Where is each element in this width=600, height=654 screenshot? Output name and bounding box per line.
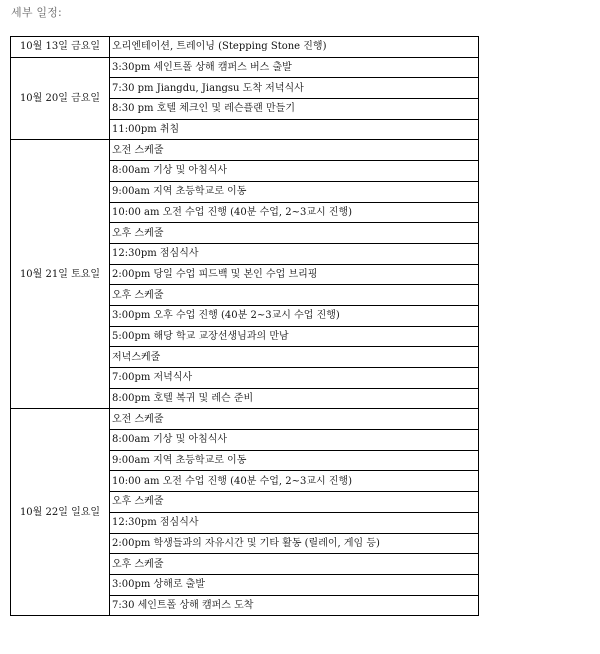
schedule-heading: 세부 일정:: [11, 6, 62, 19]
schedule-item: 7:00pm 저녁식사: [110, 368, 479, 389]
schedule-item: 오후 스케줄: [110, 554, 479, 575]
schedule-item: 3:30pm 세인트폴 상해 캠퍼스 버스 출발: [110, 57, 479, 78]
schedule-item: 8:00am 기상 및 아침식사: [110, 161, 479, 182]
schedule-row: [11, 409, 479, 430]
day-cell: 10월 21일 토요일: [11, 140, 110, 409]
schedule-item: 2:00pm 당일 수업 피드백 및 본인 수업 브리핑: [110, 264, 479, 285]
schedule-item: 오리엔테이션, 트레이닝 (Stepping Stone 진행): [110, 37, 479, 58]
schedule-item: 11:00pm 취침: [110, 119, 479, 140]
schedule-item: 오전 스케줄: [110, 140, 479, 161]
schedule-row: [11, 57, 479, 78]
schedule-row: [11, 37, 479, 58]
schedule-item: 오전 스케줄: [110, 409, 479, 430]
schedule-item: 오후 스케줄: [110, 285, 479, 306]
schedule-item: 오후 스케줄: [110, 492, 479, 513]
schedule-body: [11, 37, 479, 616]
day-cell: 10월 22일 일요일: [11, 409, 110, 616]
schedule-item: 8:30 pm 호텔 체크인 및 레슨플랜 만들기: [110, 99, 479, 120]
schedule-item: 3:00pm 오후 수업 진행 (40분 2~3교시 수업 진행): [110, 305, 479, 326]
day-cell: 10월 13일 금요일: [11, 37, 110, 58]
day-cell: 10월 20일 금요일: [11, 57, 110, 140]
schedule-item: 8:00pm 호텔 복귀 및 레슨 준비: [110, 388, 479, 409]
schedule-item: 5:00pm 해당 학교 교장선생님과의 만남: [110, 326, 479, 347]
schedule-item: 9:00am 지역 초등학교로 이동: [110, 181, 479, 202]
schedule-row: [11, 140, 479, 161]
schedule-item: 9:00am 지역 초등학교로 이동: [110, 450, 479, 471]
schedule-item: 저녁스케줄: [110, 347, 479, 368]
schedule-item: 7:30 pm Jiangdu, Jiangsu 도착 저녁식사: [110, 78, 479, 99]
schedule-table: [10, 36, 479, 616]
schedule-item: 10:00 am 오전 수업 진행 (40분 수업, 2~3교시 진행): [110, 202, 479, 223]
schedule-item: 2:00pm 학생들과의 자유시간 및 기타 활동 (릴레이, 게임 등): [110, 533, 479, 554]
schedule-item: 12:30pm 점심식사: [110, 243, 479, 264]
schedule-item: 10:00 am 오전 수업 진행 (40분 수업, 2~3교시 진행): [110, 471, 479, 492]
schedule-item: 8:00am 기상 및 아침식사: [110, 430, 479, 451]
schedule-item: 7:30 세인트폴 상해 캠퍼스 도착: [110, 595, 479, 616]
schedule-item: 12:30pm 점심식사: [110, 512, 479, 533]
schedule-item: 오후 스케줄: [110, 223, 479, 244]
schedule-item: 3:00pm 상해로 출발: [110, 574, 479, 595]
